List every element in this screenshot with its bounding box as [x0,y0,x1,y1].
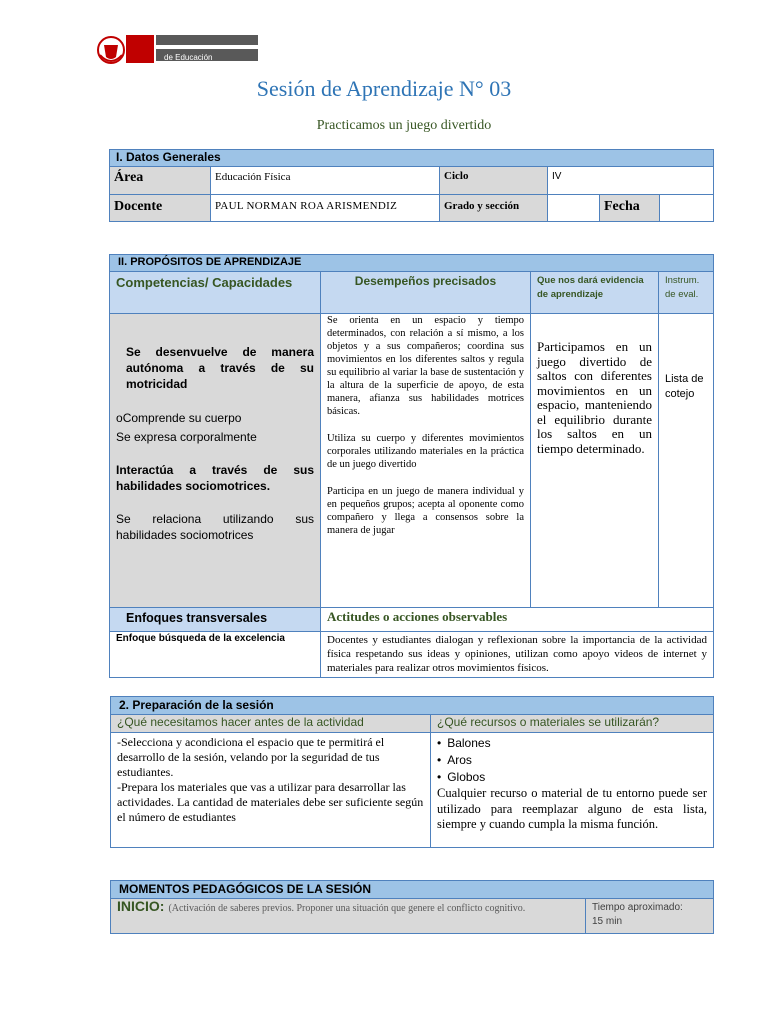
col-recursos: ¿Qué recursos o materiales se utilizarán? [431,715,714,733]
docente-label: Docente [110,195,211,222]
docente-value: PAUL NORMAN ROA ARISMENDIZ [211,195,440,222]
momentos-table [110,880,714,934]
recursos-list [437,735,707,786]
momentos-section-title: MOMENTOS PEDAGÓGICOS DE LA SESIÓN [111,881,714,899]
propositos-table [109,254,714,678]
propositos-section-title: II. PROPÓSITOS DE APRENDIZAJE [110,255,714,272]
enfoque-value: Enfoque búsqueda de la excelencia [110,632,321,678]
actitud-value: Docentes y estudiantes dialogan y reflexionan sobre la importancia de la actividad física respetando sus ideas y opiniones, utilizan como apoyo videos de internet y materiales para realizar otros movimientos físicos. [321,632,714,678]
col-antes: ¿Qué necesitamos hacer antes de la actividad [111,715,431,733]
list-item: • Balones [437,735,707,752]
grado-label: Grado y sección [440,195,548,222]
inicio-label: INICIO: [117,898,165,914]
evidencia-cell: Participamos en un juego divertido de saltos con diferentes movimientos en un espacio, manteniendo el equilibrio durante los saltos en un tiempo determinado. [531,314,659,608]
desempeno-2: Utiliza su cuerpo y diferentes movimientos corporales utilizando materiales en la práctica de un juego divertido [327,433,524,470]
page-title: Sesión de Aprendizaje N° 03 [256,76,512,101]
competencias-cell [110,314,321,608]
tiempo-cell [586,899,714,934]
circle-bullet-icon: o [116,411,123,425]
col-instrum: Instrum. de eval. [659,272,714,314]
page-subtitle: Practicamos un juego divertido [316,118,492,133]
logo-text: de Educación [164,53,213,62]
logo-grey-band [156,35,258,45]
competencia-1: Se desenvuelve de manera autónoma a través de su motricidad [126,345,314,391]
col-desempenos: Desempeños precisados [321,272,531,314]
datos-generales-table [109,149,714,222]
logo-red-band [126,35,154,63]
tiempo-label: Tiempo aproximado: [592,902,683,913]
grado-value [548,195,600,222]
preparacion-table [110,696,714,848]
desempeno-3: Participa en un juego de manera individual y en pequeños grupos; acepta al oponente como compañero y llega a consensos sobre la manera de jugar [327,486,524,536]
capacidad-1b: Se expresa corporalmente [116,430,257,444]
recursos-cell [431,733,714,848]
enfoques-label: Enfoques transversales [110,608,321,632]
ciclo-value: IV [548,167,714,195]
instrumento-cell: Lista de cotejo [659,314,714,608]
desempeno-1: Se orienta en un espacio y tiempo determinados, con relación a sí mismo, a los objetos y a sus compañeros; coordina sus movimientos en los diferentes saltos y regula su equilibrio al variar la base de sustentación y la altura de la superficie de apoyo, de esta manera, afianza sus habilidades motrices básicas. [327,315,524,417]
list-item: • Aros [437,752,707,769]
col-evidencia: Que nos dará evidencia de aprendizaje [531,272,659,314]
antes-cell [111,733,431,848]
desempenos-cell [321,314,531,608]
tiempo-value: 15 min [592,916,623,927]
col-competencias: Competencias/ Capacidades [110,272,321,314]
ciclo-label: Ciclo [440,167,548,195]
competencia-2: Interactúa a través de sus habilidades sociomotrices. [116,463,314,493]
antes-1: -Selecciona y acondiciona el espacio que te permitirá el desarrollo de la sesión, velando por la seguridad de tus estudiantes. [117,735,385,779]
antes-2: -Prepara los materiales que vas a utilizar para desarrollar las actividades. La cantidad de materiales debe ser suficiente según el número de estudiantes [117,780,424,824]
inicio-cell [111,899,586,934]
area-value: Educación Física [211,167,440,195]
ministry-logo [96,33,261,69]
actitudes-label: Actitudes o acciones observables [321,608,714,632]
list-item: • Globos [437,769,707,786]
area-label: Área [110,167,211,195]
peru-shield-icon [96,33,126,67]
fecha-value [660,195,714,222]
inicio-desc: (Activación de saberes previos. Proponer una situación que genere el conflicto cognitivo. [168,903,526,914]
datos-section-title: I. Datos Generales [110,150,714,167]
preparacion-section-title: 2. Preparación de la sesión [111,697,714,715]
capacidad-1a: oComprende su cuerpo [116,411,242,425]
recursos-nota: Cualquier recurso o material de tu entorno puede ser utilizado para reemplazar alguno de esta lista, siempre y cuando cumpla la misma función. [437,786,708,831]
capacidad-2a: Se relaciona utilizando sus habilidades sociomotrices [116,512,314,542]
fecha-label: Fecha [600,195,660,222]
